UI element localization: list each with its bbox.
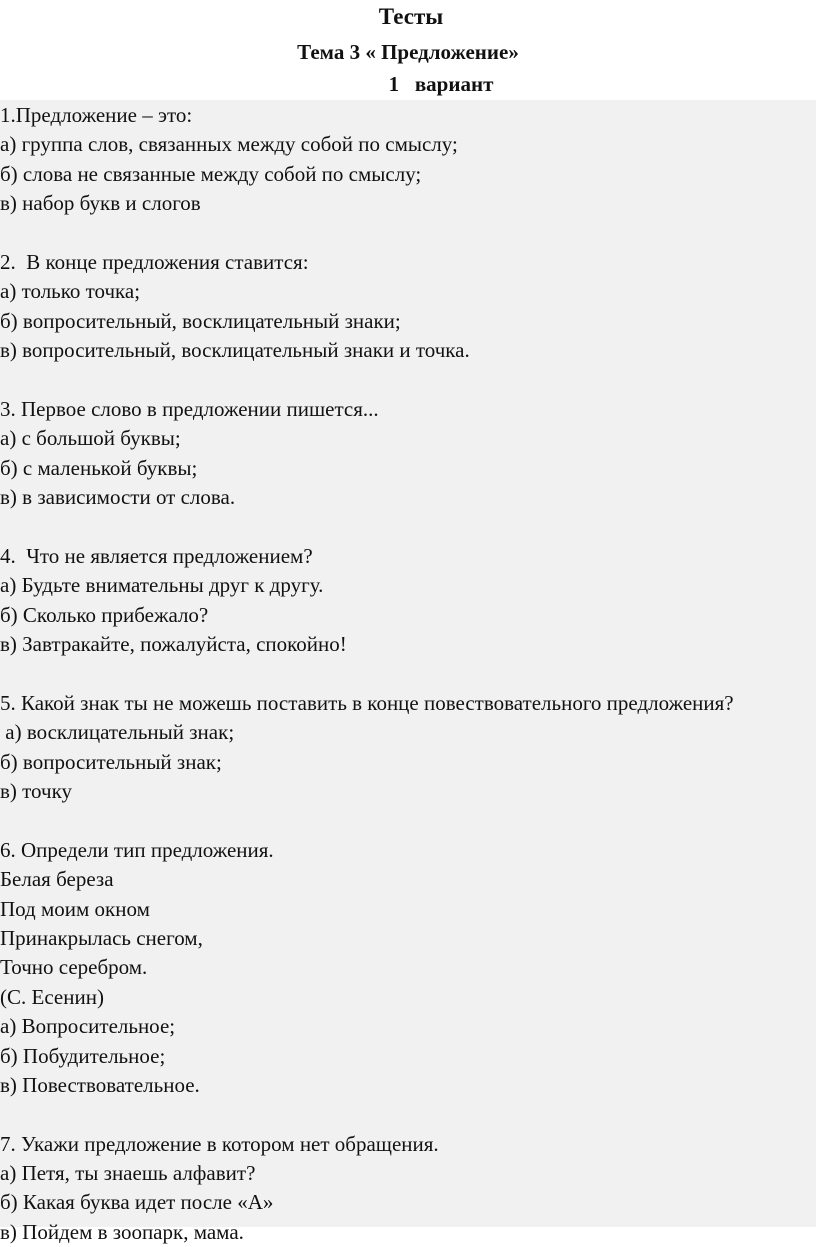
page-title: Тесты: [378, 4, 444, 29]
question-7: 7. Укажи предложение в котором нет обращения.: [0, 1131, 439, 1156]
answer-option: в) Пойдем в зоопарк, мама.: [0, 1219, 244, 1244]
answer-option: а) Вопросительное;: [0, 1014, 176, 1039]
answer-option: в) Завтракайте, пожалуйста, спокойно!: [0, 632, 347, 657]
question-6: 6. Определи тип предложения.: [0, 837, 274, 862]
poem-line: Принакрылась снегом,: [0, 925, 203, 950]
test-content: [0, 101, 810, 1247]
answer-option: а) Петя, ты знаешь алфавит?: [0, 1161, 256, 1186]
answer-option: а) с большой буквы;: [0, 426, 181, 451]
answer-option: а) восклицательный знак;: [0, 720, 235, 745]
spacer: [0, 366, 810, 395]
poem-line: Белая береза: [0, 867, 114, 892]
answer-option: б) вопросительный, восклицательный знаки;: [0, 308, 401, 333]
question-4: 4. Что не является предложением?: [0, 543, 313, 568]
answer-option: а) группа слов, связанных между собой по смыслу;: [0, 132, 458, 157]
answer-option: в) вопросительный, восклицательный знаки и точка.: [0, 338, 470, 363]
question-2: 2. В конце предложения ставится:: [0, 249, 309, 274]
answer-option: в) Повествовательное.: [0, 1072, 200, 1097]
spacer: [0, 512, 810, 541]
answer-option: в) набор букв и слогов: [0, 191, 201, 216]
answer-option: а) Будьте внимательны друг к другу.: [0, 573, 324, 598]
answer-option: в) точку: [0, 779, 72, 803]
page-header: [0, 0, 816, 100]
answer-option: б) с маленькой буквы;: [0, 455, 198, 480]
variant-heading: 1 вариант: [388, 72, 494, 96]
question-5: 5. Какой знак ты не можешь поставить в конце повествовательного предложения?: [0, 690, 734, 715]
answer-option: б) Какая буква идет после «А»: [0, 1190, 274, 1215]
answer-option: б) Сколько прибежало?: [0, 602, 209, 627]
topic-heading: Тема 3 « Предложение»: [297, 40, 519, 64]
answer-option: а) только точка;: [0, 279, 141, 304]
question-1: 1.Предложение – это:: [0, 103, 193, 127]
answer-option: б) вопросительный знак;: [0, 749, 222, 774]
answer-option: в) в зависимости от слова.: [0, 485, 236, 510]
poem-line: Под моим окном: [0, 896, 150, 921]
spacer: [0, 806, 810, 835]
poem-author: (С. Есенин): [0, 984, 104, 1009]
spacer: [0, 219, 810, 248]
poem-line: Точно серебром.: [0, 955, 148, 980]
spacer: [0, 659, 810, 688]
answer-option: б) слова не связанные между собой по смыслу;: [0, 161, 422, 186]
question-3: 3. Первое слово в предложении пишется...: [0, 396, 379, 421]
answer-option: б) Побудительное;: [0, 1043, 166, 1068]
spacer: [0, 1100, 810, 1129]
